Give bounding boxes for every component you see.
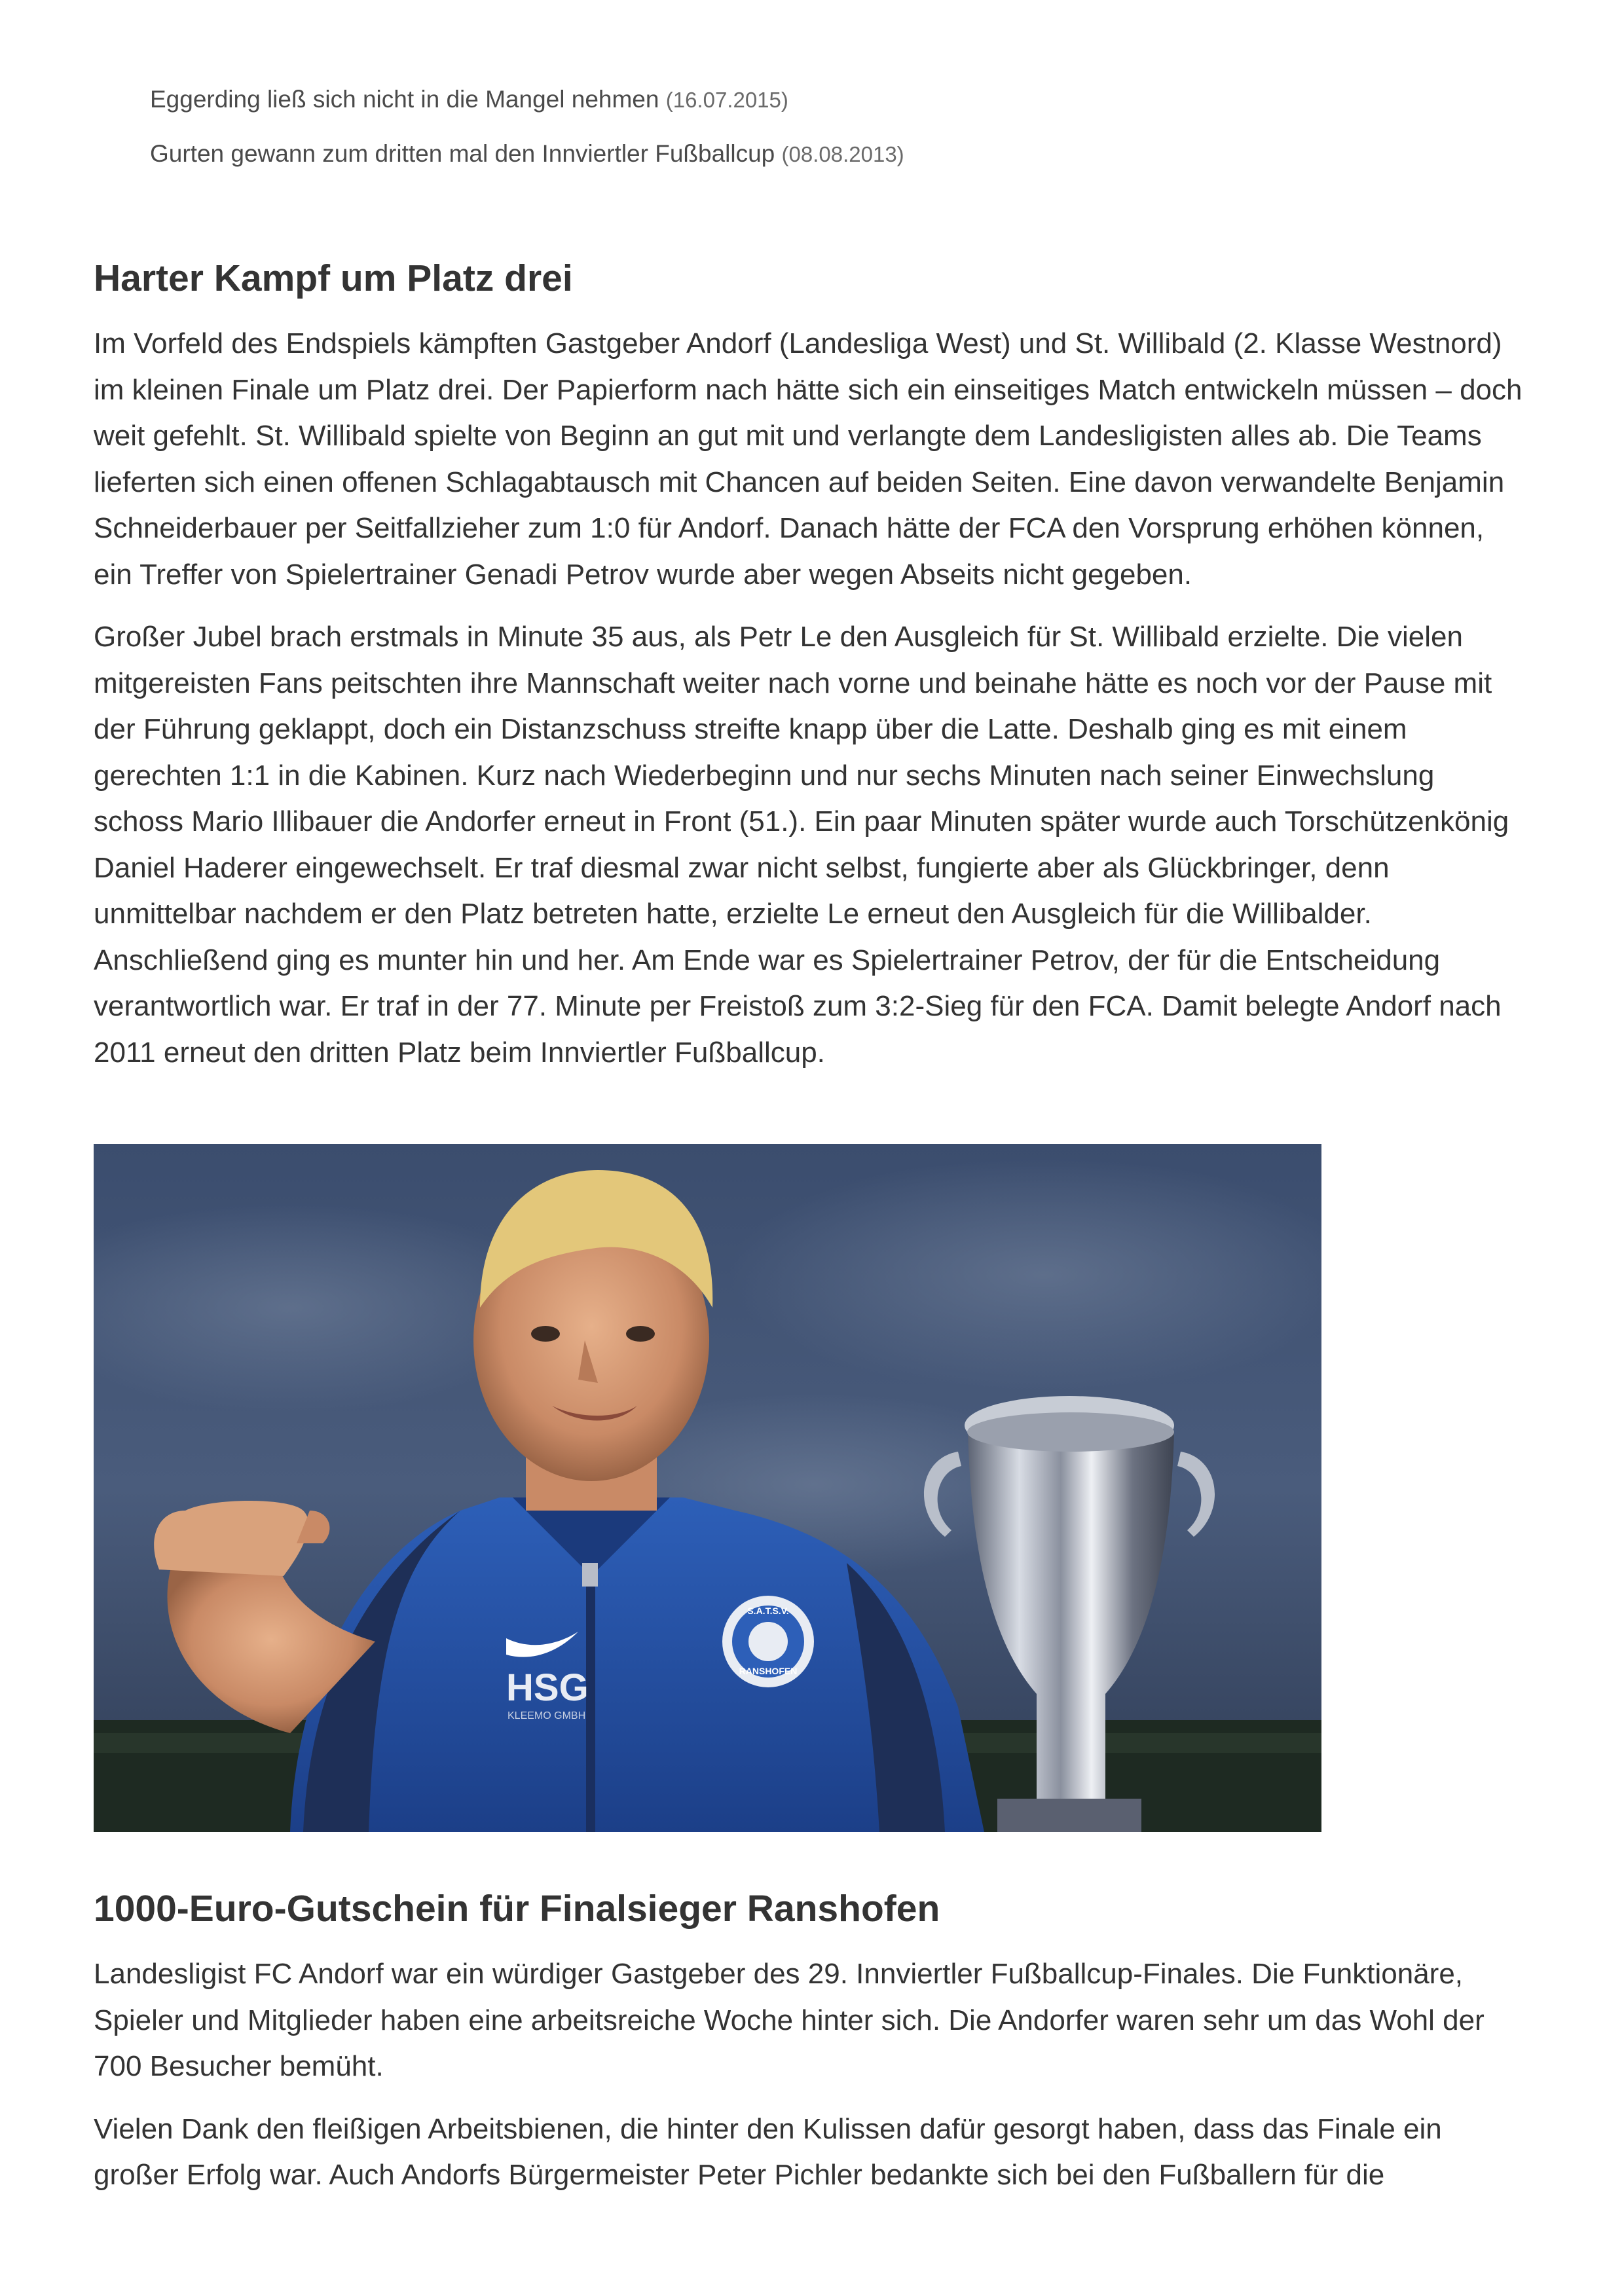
club-badge-bottom: RANSHOFEN xyxy=(739,1666,798,1676)
related-article-item xyxy=(150,138,1460,170)
article-photo xyxy=(94,1144,1321,1832)
article-section-third-place xyxy=(94,255,1528,1076)
section-heading: 1000-Euro-Gutschein für Finalsieger Ranshofen xyxy=(94,1888,940,1930)
related-article-link[interactable]: Eggerding ließ sich nicht in die Mangel nehmen xyxy=(150,86,659,113)
article-paragraph: Landesligist FC Andorf war ein würdiger Gastgeber des 29. Innviertler Fußballcup-Finales. Die Funktionäre, Spieler und Mitglieder haben eine arbeitsreiche Woche hinter sich. Die Andorfer waren sehr um das Wohl der 700 Besucher bemüht. xyxy=(94,1958,1485,2082)
article-section-voucher xyxy=(94,1886,1528,2199)
related-article-date: (08.08.2013) xyxy=(781,142,904,166)
article-paragraph: Vielen Dank den fleißigen Arbeitsbienen, die hinter den Kulissen dafür gesorgt haben, dass das Finale ein großer Erfolg war. Auch Andorfs Bürgermeister Peter Pichler bedankte sich bei den Fußballern für die xyxy=(94,2112,1442,2191)
section-heading: Harter Kampf um Platz drei xyxy=(94,257,573,299)
related-article-date: (16.07.2015) xyxy=(665,88,788,112)
club-badge-top: S.A.T.S.V. xyxy=(747,1606,789,1616)
related-articles xyxy=(150,84,1460,193)
related-article-link[interactable]: Gurten gewann zum dritten mal den Innviertler Fußballcup xyxy=(150,140,775,167)
shirt-sponsor-sub: KLEEMO GMBH xyxy=(507,1710,586,1721)
club-badge xyxy=(722,1596,814,1687)
article-paragraph: Im Vorfeld des Endspiels kämpften Gastgeber Andorf (Landesliga West) und St. Willibald (2. Klasse Westnord) im kleinen Finale um Platz drei. Der Papierform nach hätte sich ein einseitiges Match entwickeln müssen – doch weit gefehlt. St. Willibald spielte von Beginn an gut mit und verlangte dem Landesligisten alles ab. Die Teams lieferten sich einen offenen Schlagabtausch mit Chancen auf beiden Seiten. Eine davon verwandelte Benjamin Schneiderbauer per Seitfallzieher zum 1:0 für Andorf. Danach hätte der FCA den Vorsprung erhöhen können, ein Treffer von Spielertrainer Genadi Petrov wurde aber wegen Abseits nicht gegeben. xyxy=(94,327,1522,591)
related-article-item xyxy=(150,84,1460,116)
shirt-sponsor: HSG xyxy=(506,1666,589,1709)
article-paragraph: Großer Jubel brach erstmals in Minute 35 aus, als Petr Le den Ausgleich für St. Willibald erzielte. Die vielen mitgereisten Fans peitschten ihre Mannschaft weiter nach vorne und beinahe hätte es noch vor der Pause mit der Führung geklappt, doch ein Distanzschuss streifte knapp über die Latte. Deshalb ging es mit einem gerechten 1:1 in die Kabinen. Kurz nach Wiederbeginn und nur sechs Minuten nach seiner Einwechslung schoss Mario Illibauer die Andorfer erneut in Front (51.). Ein paar Minuten später wurde auch Torschützenkönig Daniel Haderer eingewechselt. Er traf diesmal zwar nicht selbst, fungierte aber als Glückbringer, denn unmittelbar nachdem er den Platz betreten hatte, erzielte Le erneut den Ausgleich für die Willibalder. Anschließend ging es munter hin und her. Am Ende war es Spielertrainer Petrov, der für die Entscheidung verantwortlich war. Er traf in der 77. Minute per Freistoß zum 3:2-Sieg für den FCA. Damit belegte Andorf nach 2011 erneut den dritten Platz beim Innviertler Fußballcup. xyxy=(94,621,1509,1069)
